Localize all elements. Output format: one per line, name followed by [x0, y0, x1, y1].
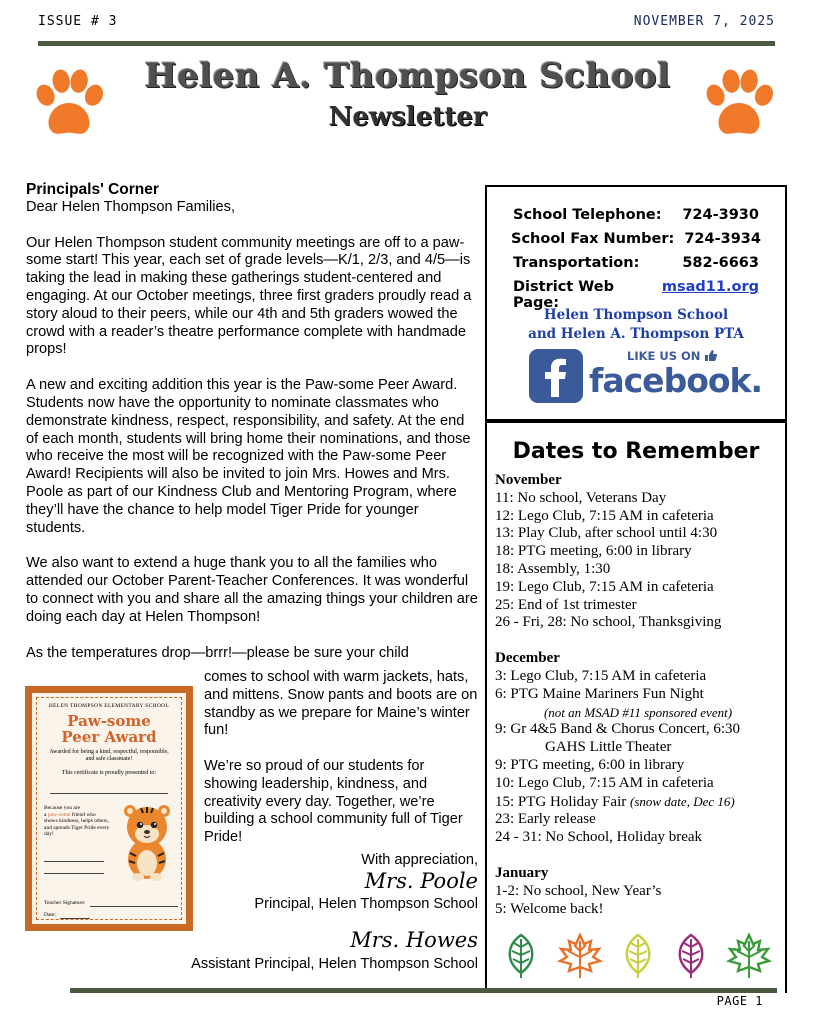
event-item: 11: No school, Veterans Day — [495, 489, 667, 506]
facebook-link[interactable] — [529, 347, 763, 405]
district-web-link[interactable]: msad11.org — [661, 279, 759, 295]
contact-value: 724-3930 — [682, 207, 759, 223]
event-item: 26 - Fri, 28: No school, Thanksgiving — [495, 614, 722, 631]
certificate-title — [32, 713, 186, 745]
dates-title: Dates to Remember — [512, 439, 760, 464]
school-title: Helen A. Thompson School — [144, 56, 671, 96]
header-rule — [38, 41, 775, 46]
signature-title-principal: Principal, Helen Thompson School — [254, 896, 478, 912]
certificate-because — [44, 805, 110, 838]
because-line1: Because you are — [44, 805, 81, 811]
contact-label: District Web Page: — [513, 279, 614, 311]
paragraph-award: A new and exciting addition this year is the Paw-some Peer Award. Students now have the opportunity to nominate classmates who demonstrate kindness, respect, responsibility, and safety. At the end of each month, students will bring home their nominations, and those who receive the most will be recognized with the Paw-some Peer Award! Recipients will also be invited to join Mrs. Howes and Mrs. Poole as part of our Kindness Club and Mentoring Program, where they’ll have the chance to help model Tiger Pride for younger students. — [26, 377, 471, 536]
greeting: Dear Helen Thompson Families, — [26, 198, 235, 215]
month-november: November — [495, 472, 562, 488]
newsletter-subtitle: Newsletter — [328, 102, 487, 132]
month-december: December — [495, 650, 560, 667]
facebook-logo-icon — [529, 349, 583, 403]
event-item: 13: Play Club, after school until 4:30 — [495, 525, 718, 542]
event-item: 3: Lego Club, 7:15 AM in cafeteria — [495, 667, 707, 684]
contact-fax — [511, 231, 761, 247]
certificate-teacher-signature: Teacher Signature: — [44, 900, 86, 906]
because-line3: friend who shows kindness, helps others, and spreads Tiger Pride every day! — [44, 811, 110, 838]
pta-line1: Helen Thompson School — [543, 307, 729, 323]
contact-value: 724-3934 — [684, 231, 761, 247]
certificate-title-line1: Paw-some — [67, 712, 151, 730]
maple-leaf-icon — [556, 933, 604, 979]
event-item: 25: End of 1st trimester — [495, 596, 637, 613]
event-note: (snow date, Dec 16) — [630, 793, 735, 809]
leaf-icon — [503, 933, 539, 979]
event-item: 18: Assembly, 1:30 — [495, 560, 611, 577]
footer-rule — [70, 988, 777, 993]
contact-value: 582-6663 — [682, 255, 759, 271]
event-item: 5: Welcome back! — [495, 900, 604, 917]
leaf-icon — [673, 933, 709, 979]
page-number: PAGE 1 — [716, 994, 763, 1008]
event-item: 18: PTG meeting, 6:00 in library — [495, 543, 692, 560]
contact-label: School Telephone: — [513, 207, 662, 223]
paragraph-weather-line: As the temperatures drop—brrr!—please be sure your child — [26, 644, 409, 661]
certificate-presented: This certificate is proudly presented to: — [61, 770, 157, 776]
section-heading: Principals' Corner — [26, 181, 159, 198]
principals-corner — [26, 181, 478, 662]
signature-title-assistant: Assistant Principal, Helen Thompson School — [191, 956, 478, 972]
because-highlight: paw-some — [47, 811, 71, 818]
event-item: 24 - 31: No School, Holiday break — [495, 829, 703, 846]
event-item: 23: Early release — [495, 811, 596, 828]
dates-list — [495, 472, 781, 918]
issue-number: ISSUE # 3 — [38, 14, 118, 29]
event-item: 6: PTG Maine Mariners Fun Night — [495, 685, 704, 702]
like-us-label: LIKE US ON — [627, 349, 701, 363]
contact-telephone — [513, 207, 759, 223]
maple-leaf-icon — [725, 933, 773, 979]
signature-poole: Mrs. Poole — [364, 869, 478, 893]
pta-label — [487, 306, 785, 344]
leaf-icon — [620, 933, 656, 979]
certificate-title-line2: Peer Award — [61, 728, 157, 746]
paragraph-meetings: Our Helen Thompson student community meetings are off to a paw-some start! This year, each set of grade levels—K/1, 2/3, and 4/5—is taking the lead in making these gatherings student-centered and engaging. At our October meetings, three first graders proudly read a story aloud to their peers, while our 4th and 5th graders wowed the crowd with a reader’s theatre performance complete with handmade props! — [26, 234, 472, 358]
paragraph-pride: We’re so proud of our students for showing leadership, kindness, and creativity every day. Together, we’re building a school community full of Tiger Pride! — [204, 758, 463, 846]
month-january: January — [495, 864, 549, 881]
contact-box — [485, 185, 787, 421]
facebook-wordmark: facebook. — [589, 361, 763, 400]
contact-label: School Fax Number: — [511, 231, 675, 247]
certificate-date: Date: — [44, 912, 56, 918]
certificate-awarded-text: Awarded for being a kind, respectful, responsible, and safe classmate! — [49, 749, 169, 762]
because-line2: a — [44, 811, 48, 818]
dates-box — [485, 421, 787, 993]
pta-line2: and Helen A. Thompson PTA — [528, 326, 744, 342]
event-item: 9: PTG meeting, 6:00 in library — [495, 756, 685, 773]
event-text: 15: PTG Holiday Fair — [495, 793, 630, 810]
certificate-school: HELEN THOMPSON ELEMENTARY SCHOOL — [48, 703, 170, 709]
tiger-cub-icon — [114, 801, 180, 883]
event-item: 9: Gr 4&5 Band & Chorus Concert, 6:30 — [495, 721, 740, 738]
contact-transportation — [513, 255, 759, 271]
leaf-decoration — [503, 933, 773, 981]
paragraph-conferences: We also want to extend a huge thank you to all the families who attended our October Parent-Teacher Conferences. It was wonderful to connect with you and share all the amazing things your children are doing each day at Helen Thompson! — [26, 555, 478, 625]
thumbs-up-icon — [704, 350, 717, 361]
event-item-continued: GAHS Little Theater — [545, 739, 672, 756]
closing: With appreciation, — [361, 852, 478, 868]
paragraph-weather: comes to school with warm jackets, hats, and mittens. Snow pants and boots are on standby as we prepare for Maine’s winter fun! — [204, 669, 478, 739]
event-item: 19: Lego Club, 7:15 AM in cafeteria — [495, 578, 714, 595]
event-note: (not an MSAD #11 sponsored event) — [543, 704, 733, 720]
peer-award-certificate — [25, 686, 193, 931]
issue-date: NOVEMBER 7, 2025 — [633, 14, 775, 29]
event-item: 10: Lego Club, 7:15 AM in cafeteria — [495, 774, 714, 791]
event-item: 12: Lego Club, 7:15 AM in cafeteria — [495, 507, 714, 524]
event-item: 1-2: No school, New Year’s — [495, 882, 662, 899]
signature-howes: Mrs. Howes — [350, 928, 478, 952]
event-item — [495, 793, 781, 812]
contact-label: Transportation: — [513, 255, 640, 271]
